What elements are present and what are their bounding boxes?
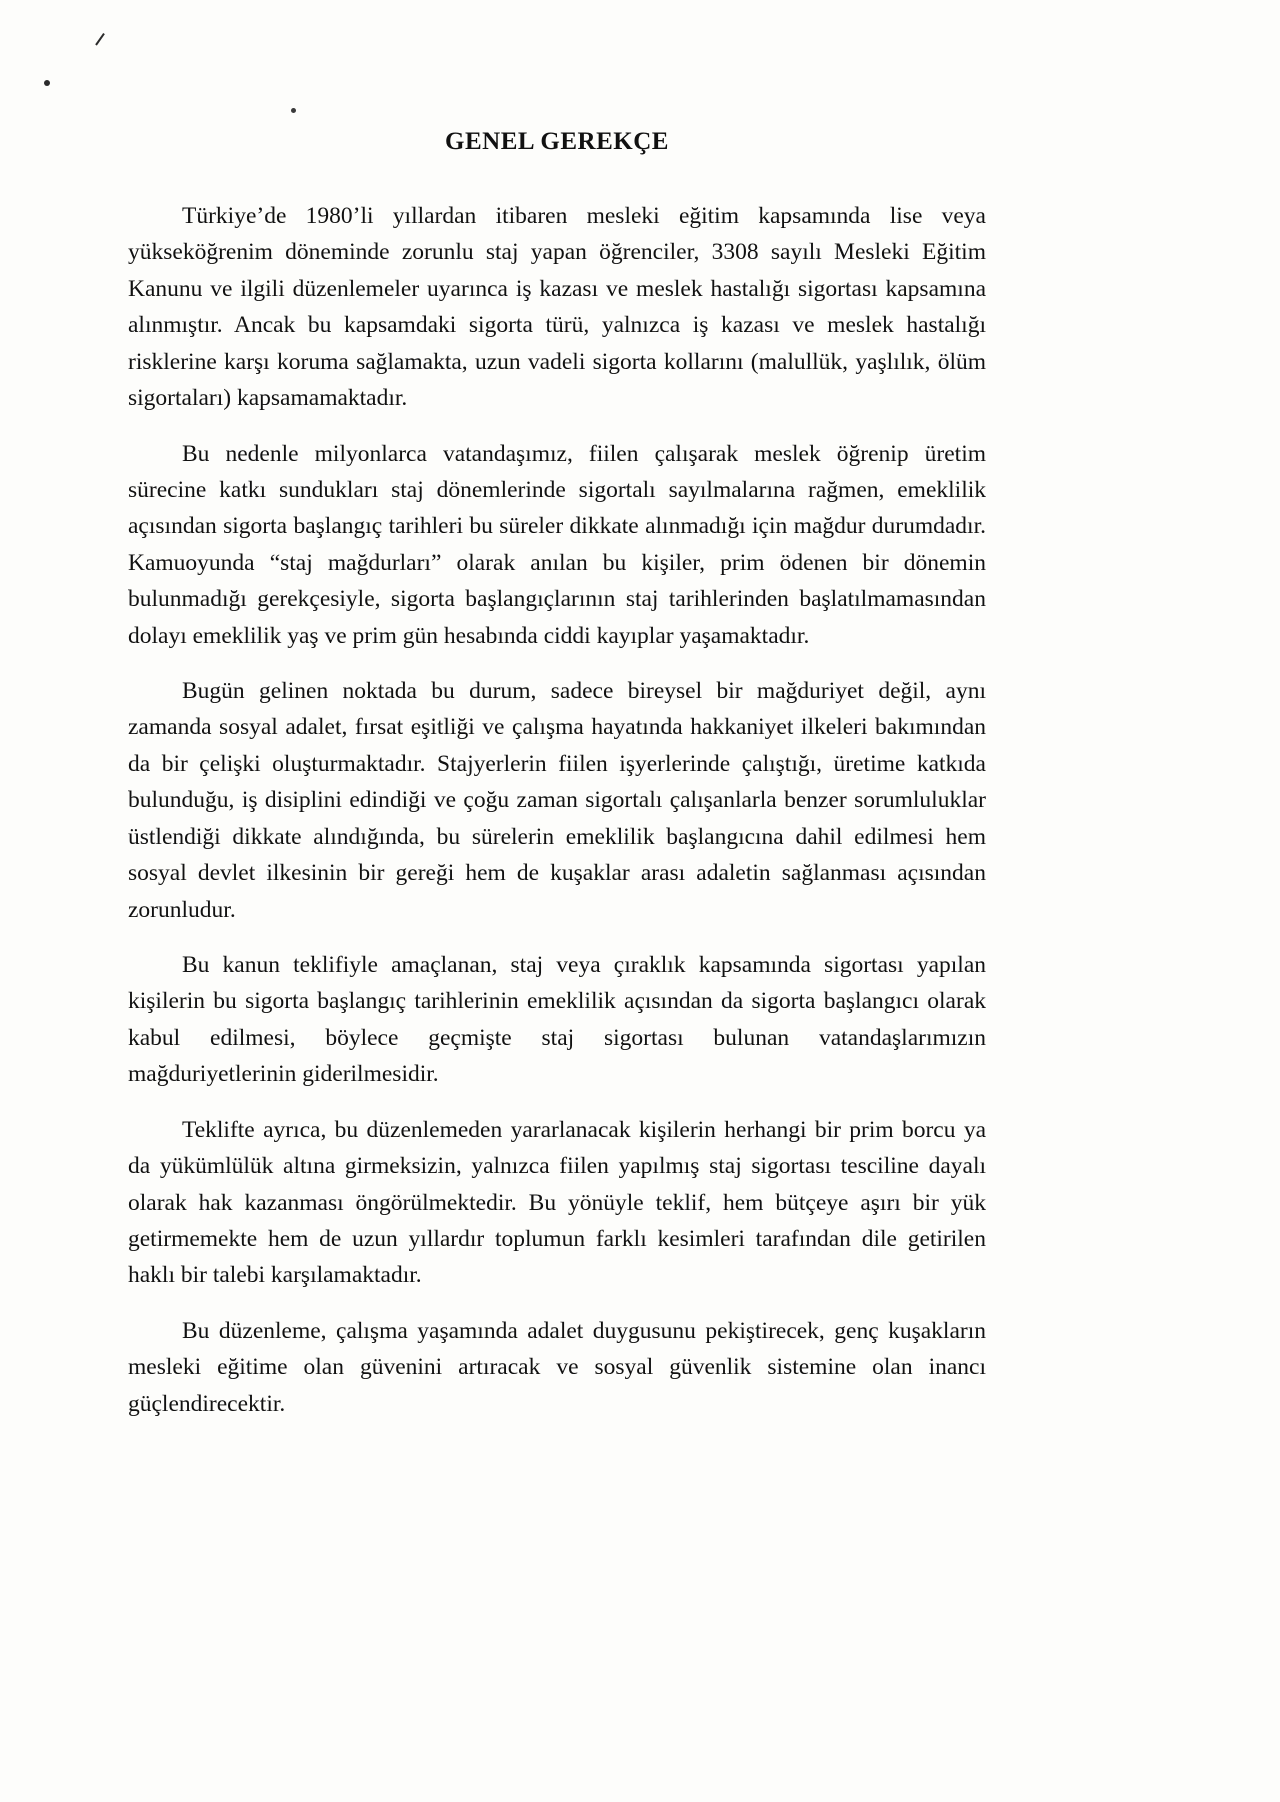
stray-dot-mark-secondary-icon [291, 108, 296, 113]
paragraph-3: Bugün gelinen noktada bu durum, sadece bireysel bir mağduriyet değil, aynı zamanda sosyal adalet, fırsat eşitliği ve çalışma hayatında hakkaniyet ilkeleri bakımından da bir çelişki oluşturmaktadır. Stajyerlerin fiilen işyerlerinde çalıştığı, üretime katkıda bulunduğu, iş disiplini edindiği ve çoğu zaman sigortalı çalışanlarla benzer sorumluluklar üstlendiği dikkate alındığında, bu sürelerin emeklilik başlangıcına dahil edilmesi hem sosyal devlet ilkesinin bir gereği hem de kuşaklar arası adaletin sağlanması açısından zorunludur. [128, 678, 986, 923]
page-title: GENEL GEREKÇE [445, 128, 669, 155]
document-text-block [128, 128, 986, 1422]
stray-dot-mark-icon [44, 80, 50, 86]
paragraph-1: Türkiye’de 1980’li yıllardan itibaren mesleki eğitim kapsamında lise veya yükseköğrenim döneminde zorunlu staj yapan öğrenciler, 3308 sayılı Mesleki Eğitim Kanunu ve ilgili düzenlemeler uyarınca iş kazası ve meslek hastalığı sigortası kapsamına alınmıştır. Ancak bu kapsamdaki sigorta türü, yalnızca iş kazası ve meslek hastalığı risklerine karşı koruma sağlamakta, uzun vadeli sigorta kollarını (malullük, yaşlılık, ölüm sigortaları) kapsamamaktadır. [128, 203, 986, 412]
paragraph-5: Teklifte ayrıca, bu düzenlemeden yararlanacak kişilerin herhangi bir prim borcu ya da yükümlülük altına girmeksizin, yalnızca fiilen yapılmış staj sigortası tesciline dayalı olarak hak kazanması öngörülmektedir. Bu yönüyle teklif, hem bütçeye aşırı bir yük getirmemekte hem de uzun yıllardır toplumun farklı kesimleri tarafından dile getirilen haklı bir talebi karşılamaktadır. [128, 1116, 986, 1289]
paragraph-4: Bu kanun teklifiyle amaçlanan, staj veya çıraklık kapsamında sigortası yapılan kişilerin bu sigorta başlangıç tarihlerinin emeklilik açısından da sigorta başlangıcı olarak kabul edilmesi, böylece geçmişte staj sigortası bulunan vatandaşlarımızın mağduriyetlerinin giderilmesidir. [128, 952, 986, 1088]
stray-tick-mark-icon [95, 33, 105, 46]
paragraph-6: Bu düzenleme, çalışma yaşamında adalet duygusunu pekiştirecek, genç kuşakların mesleki eğitime olan güvenini artıracak ve sosyal güvenlik sistemine olan inancı güçlendirecektir. [128, 1317, 986, 1417]
paragraph-2: Bu nedenle milyonlarca vatandaşımız, fiilen çalışarak meslek öğrenip üretim sürecine katkı sundukları staj dönemlerinde sigortalı sayılmalarına rağmen, emeklilik açısından sigorta başlangıç tarihleri bu süreler dikkate alınmadığı için mağdur durumdadır. Kamuoyunda “staj mağdurları” olarak anılan bu kişiler, prim ödenen bir dönemin bulunmadığı gerekçesiyle, sigorta başlangıçlarının staj tarihlerinden başlatılmamasından dolayı emeklilik yaş ve prim gün hesabında ciddi kayıplar yaşamaktadır. [128, 440, 986, 649]
